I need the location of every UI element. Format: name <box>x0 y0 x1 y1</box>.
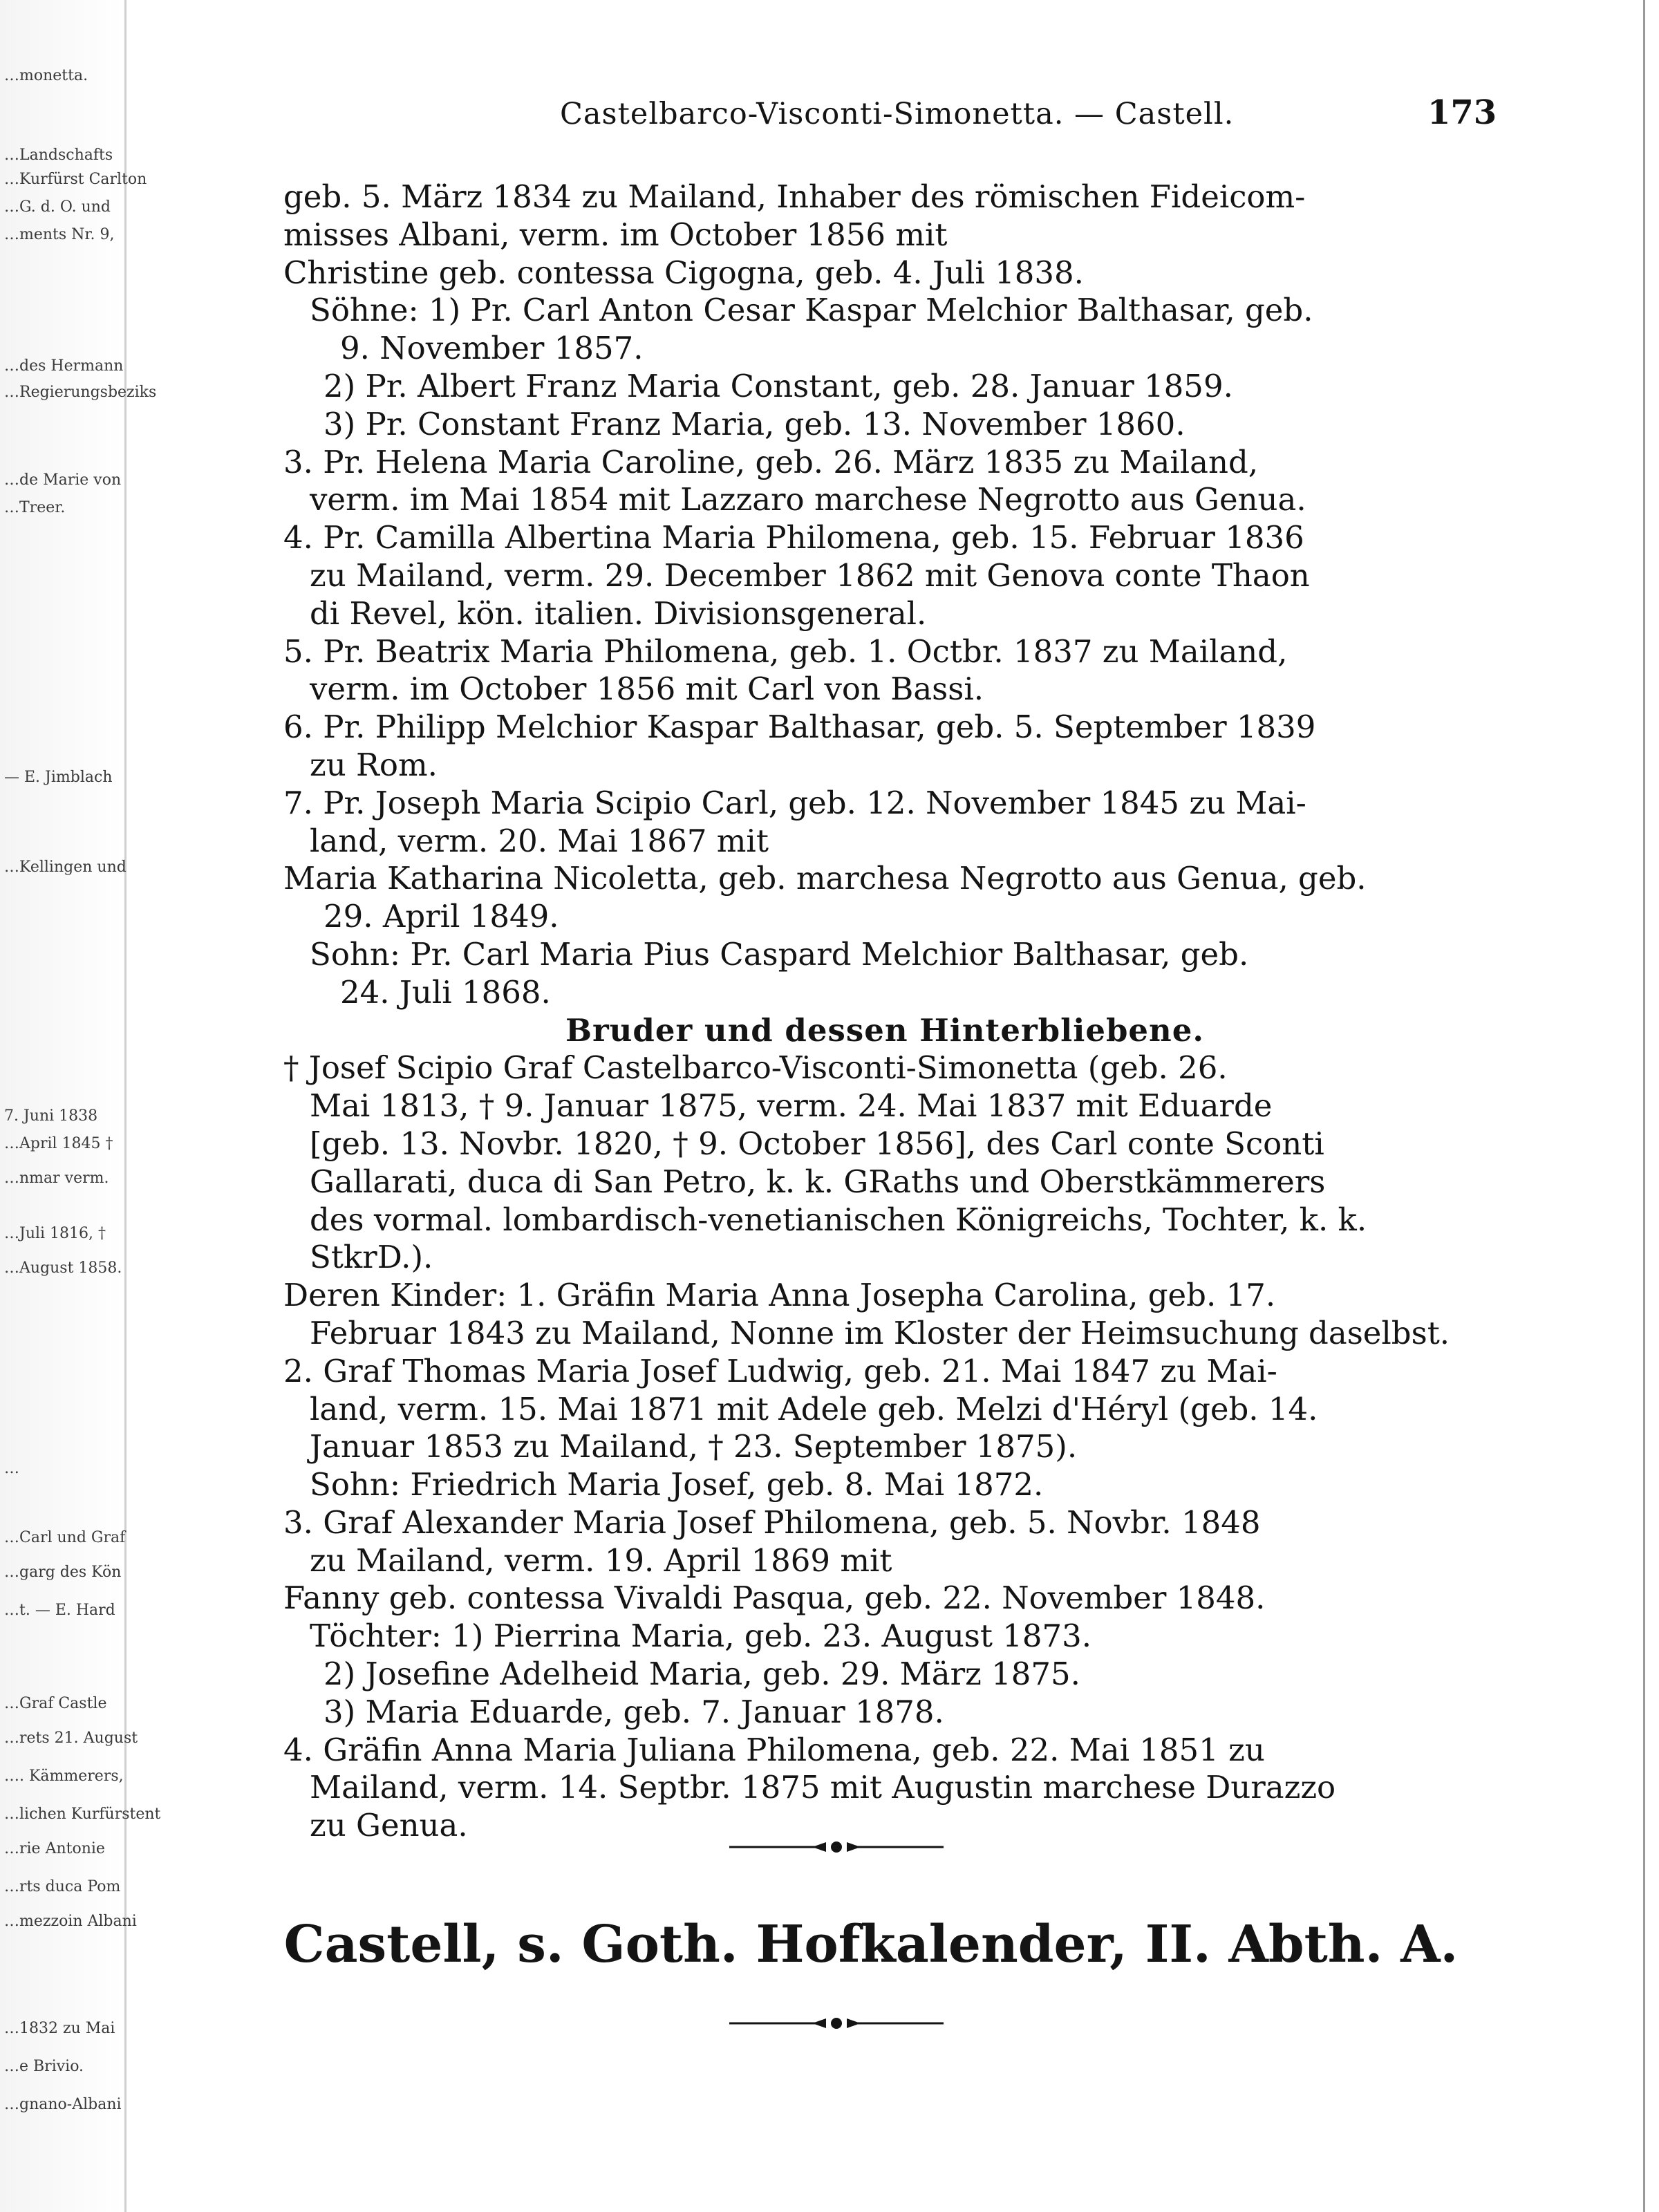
text-line: [geb. 13. Novbr. 1820, † 9. October 1856], des Carl conte Sconti <box>310 1125 1324 1162</box>
text-line: verm. im Mai 1854 mit Lazzaro marchese Negrotto aus Genua. <box>310 481 1306 518</box>
gutter-fragment: …Juli 1816, † <box>4 1225 106 1242</box>
text-line: StkrD.). <box>310 1239 433 1276</box>
spouse-line: Christine geb. contessa Cigogna, geb. 4. Juli 1838. <box>283 254 1084 291</box>
gutter-fragment: …e Brivio. <box>4 2058 84 2075</box>
gutter-fragment: …mezzoin Albani <box>4 1913 137 1930</box>
text-line: zu Rom. <box>310 746 438 783</box>
cross-reference-heading: Castell, s. Goth. Hofkalender, II. Abth. A. <box>283 1915 1459 1974</box>
previous-page-gutter <box>0 0 161 2212</box>
gutter-fragment: …rts duca Pom <box>4 1878 121 1895</box>
gutter-fragment: — E. Jimblach <box>4 769 113 786</box>
genealogy-text <box>283 178 1486 1845</box>
entry-line: † Josef Scipio Graf Castelbarco-Visconti-Simonetta (geb. 26. <box>283 1049 1228 1087</box>
gutter-fragment: …Landschafts <box>4 147 113 164</box>
gutter-fragment: … <box>4 1460 19 1477</box>
gutter-fragment: …Kurfürst Carlton <box>4 171 147 188</box>
child-line: 3) Pr. Constant Franz Maria, geb. 13. November 1860. <box>324 405 1185 442</box>
entry-line: 7. Pr. Joseph Maria Scipio Carl, geb. 12. November 1845 zu Mai- <box>283 784 1306 821</box>
entry-line: 4. Pr. Camilla Albertina Maria Philomena, geb. 15. Februar 1836 <box>283 519 1304 556</box>
section-heading: Bruder und dessen Hinterbliebene. <box>565 1011 1205 1049</box>
gutter-fragment: …. Kämmerers, <box>4 1768 124 1785</box>
running-title: Castelbarco-Visconti-Simonetta. — Castell. <box>560 97 1235 131</box>
text-line: des vormal. lombardisch-venetianischen Königreichs, Tochter, k. k. <box>310 1201 1367 1238</box>
gutter-fragment: …garg des Kön <box>4 1564 122 1581</box>
text-line: Februar 1843 zu Mailand, Nonne im Kloster der Heimsuchung daselbst. <box>310 1314 1450 1351</box>
text-line: 9. November 1857. <box>340 330 644 367</box>
gutter-fragment: …ments Nr. 9, <box>4 226 115 243</box>
children-line: Töchter: 1) Pierrina Maria, geb. 23. August 1873. <box>310 1618 1092 1655</box>
child-line: 2) Josefine Adelheid Maria, geb. 29. März 1875. <box>324 1656 1080 1693</box>
gutter-fragment: …lichen Kurfürstent <box>4 1806 161 1823</box>
children-line: Sohn: Pr. Carl Maria Pius Caspard Melchior Balthasar, geb. <box>310 935 1249 973</box>
text-line: geb. 5. März 1834 zu Mailand, Inhaber des römischen Fideicom- <box>283 178 1306 215</box>
entry-line: 3. Pr. Helena Maria Caroline, geb. 26. März 1835 zu Mailand, <box>283 443 1259 480</box>
gutter-fragment: …G. d. O. und <box>4 198 111 216</box>
gutter-fragment: …1832 zu Mai <box>4 2020 115 2037</box>
gutter-fragment: …rie Antonie <box>4 1840 105 1857</box>
entry-line: 2. Graf Thomas Maria Josef Ludwig, geb. 21. Mai 1847 zu Mai- <box>283 1352 1277 1389</box>
text-line: misses Albani, verm. im October 1856 mit <box>283 216 948 253</box>
spouse-line: Maria Katharina Nicoletta, geb. marchesa Negrotto aus Genua, geb. <box>283 860 1367 897</box>
child-line: 3) Maria Eduarde, geb. 7. Januar 1878. <box>324 1693 944 1730</box>
entry-line: 3. Graf Alexander Maria Josef Philomena, geb. 5. Novbr. 1848 <box>283 1503 1261 1541</box>
text-line: verm. im October 1856 mit Carl von Bassi. <box>310 671 984 708</box>
gutter-fragment: …rets 21. August <box>4 1730 138 1747</box>
gutter-fragment: …Carl und Graf <box>4 1529 126 1546</box>
gutter-fragment: …Treer. <box>4 499 66 516</box>
text-line: zu Mailand, verm. 19. April 1869 mit <box>310 1541 892 1579</box>
page-number: 173 <box>1427 93 1497 132</box>
text-line: Mailand, verm. 14. Septbr. 1875 mit Augustin marchese Durazzo <box>310 1769 1336 1806</box>
child-line: 2) Pr. Albert Franz Maria Constant, geb. 28. Januar 1859. <box>324 367 1233 404</box>
text-line: Mai 1813, † 9. Januar 1875, verm. 24. Mai 1837 mit Eduarde <box>310 1087 1273 1125</box>
gutter-fragment: …April 1845 † <box>4 1135 113 1152</box>
children-heading-line: Deren Kinder: 1. Gräfin Maria Anna Josepha Carolina, geb. 17. <box>283 1277 1276 1314</box>
text-line: zu Mailand, verm. 29. December 1862 mit Genova conte Thaon <box>310 556 1310 594</box>
entry-line: 6. Pr. Philipp Melchior Kaspar Balthasar, geb. 5. September 1839 <box>283 709 1316 746</box>
gutter-fragment: …August 1858. <box>4 1259 122 1277</box>
children-line: Sohn: Friedrich Maria Josef, geb. 8. Mai 1872. <box>310 1466 1044 1503</box>
gutter-fragment: 7. Juni 1838 <box>4 1107 98 1125</box>
entry-line: 5. Pr. Beatrix Maria Philomena, geb. 1. Octbr. 1837 zu Mailand, <box>283 632 1288 670</box>
spouse-line: Fanny geb. contessa Vivaldi Pasqua, geb. 22. November 1848. <box>283 1580 1266 1617</box>
children-line: Söhne: 1) Pr. Carl Anton Cesar Kaspar Melchior Balthasar, geb. <box>310 292 1313 329</box>
text-line: land, verm. 15. Mai 1871 mit Adele geb. Melzi d'Héryl (geb. 14. <box>310 1390 1318 1427</box>
text-line: Januar 1853 zu Mailand, † 23. September 1875). <box>310 1428 1078 1465</box>
ornament-divider-bottom <box>729 2013 944 2034</box>
ornament-divider-top <box>729 1837 944 1857</box>
text-line: land, verm. 20. Mai 1867 mit <box>310 822 769 859</box>
gutter-fragment: …Kellingen und <box>4 859 126 876</box>
gutter-fragment: …monetta. <box>4 67 88 84</box>
text-line: Gallarati, duca di San Petro, k. k. GRaths und Oberstkämmerers <box>310 1163 1326 1200</box>
text-line: 29. April 1849. <box>324 898 559 935</box>
gutter-fragment: …de Marie von <box>4 471 122 489</box>
entry-line: 4. Gräfin Anna Maria Juliana Philomena, geb. 22. Mai 1851 zu <box>283 1731 1265 1768</box>
gutter-fragment: …des Hermann <box>4 357 124 375</box>
gutter-fragment: …gnano-Albani <box>4 2096 122 2113</box>
text-line: di Revel, kön. italien. Divisionsgeneral. <box>310 594 927 632</box>
text-line: zu Genua. <box>310 1807 468 1844</box>
gutter-fragment: …Graf Castle <box>4 1695 107 1712</box>
gutter-fragment: …t. — E. Hard <box>4 1602 115 1619</box>
gutter-fragment: …nmar verm. <box>4 1170 109 1187</box>
text-line: 24. Juli 1868. <box>340 973 551 1011</box>
page-edge-line <box>1643 0 1645 2212</box>
gutter-fragment: …Regierungsbeziks <box>4 384 157 401</box>
